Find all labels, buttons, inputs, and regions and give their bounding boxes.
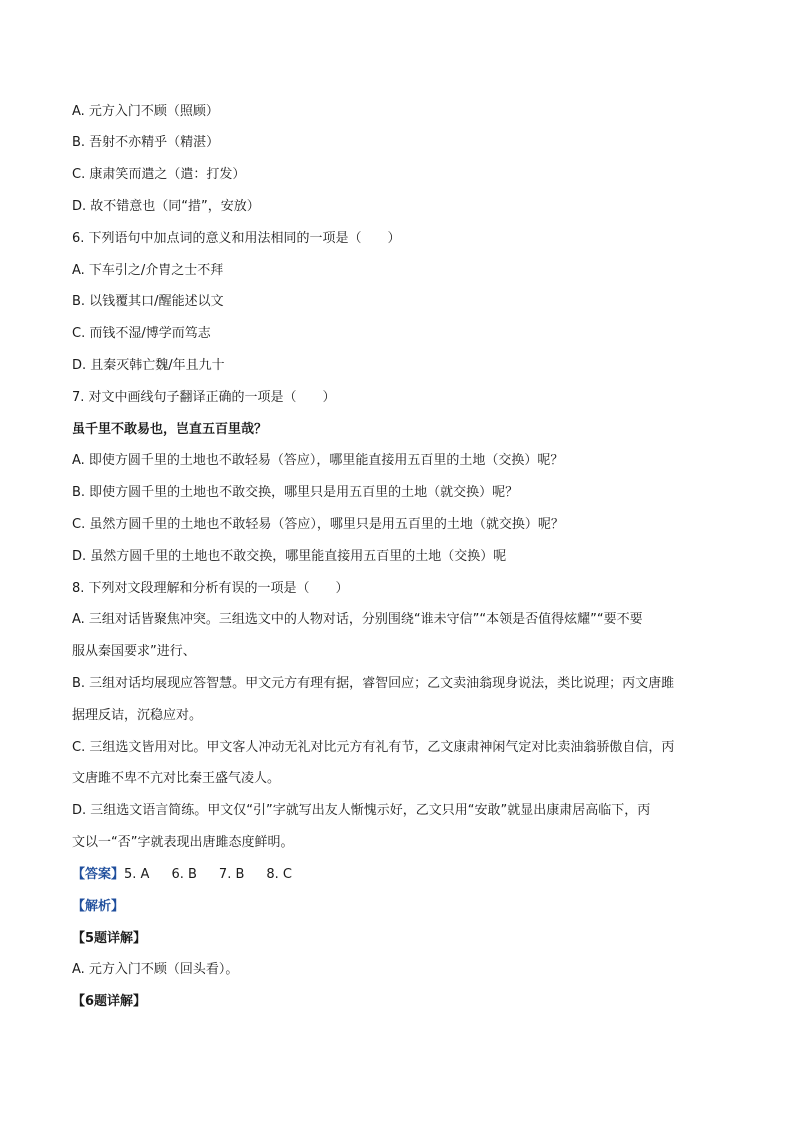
q7-option-c: C. 虽然方圆千里的土地也不敢轻易（答应），哪里只是用五百里的土地（就交换）呢？ (72, 517, 564, 532)
q5-detail-text: A. 元方入门不顾（回头看）。 (72, 962, 239, 977)
q7-stem: 7. 对文中画线句子翻译正确的一项是（ ） (72, 390, 336, 405)
q5-option-d: D. 故不错意也（同“措”，安放） (72, 199, 260, 214)
q8-option-d-line1: D. 三组选文语言简练。甲文仅“引”字就写出友人惭愧示好，乙文只用“安敢”就显出康肃居高临下，丙 (72, 803, 651, 818)
q8-option-b-line2: 据理反诘，沉稳应对。 (72, 708, 203, 723)
answer-q6: 6. B (171, 867, 197, 882)
q8-option-c-line2: 文唐雎不卑不亢对比秦王盛气凌人。 (72, 771, 281, 786)
analysis-title: 【解析】 (72, 899, 125, 914)
q7-option-b: B. 即使方圆千里的土地也不敢交换，哪里只是用五百里的土地（就交换）呢？ (72, 485, 519, 500)
q8-option-a-line1: A. 三组对话皆聚焦冲突。三组选文中的人物对话，分别围绕“谁未守信”“本领是否值得炫耀”“要不要 (72, 612, 643, 627)
q6-option-a: A. 下车引之/介胄之士不拜 (72, 263, 224, 278)
answer-line (72, 865, 724, 885)
q6-stem: 6. 下列语句中加点词的意义和用法相同的一项是（ ） (72, 231, 401, 246)
answer-q5: 5. A (124, 867, 150, 882)
q6-option-c: C. 而钱不湿/博学而笃志 (72, 326, 211, 341)
q6-detail-title: 【6题详解】 (72, 994, 147, 1009)
q5-detail-title: 【5题详解】 (72, 931, 147, 946)
q7-option-d: D. 虽然方圆千里的土地也不敢交换，哪里能直接用五百里的土地（交换）呢 (72, 549, 507, 564)
answer-tag: 【答案】 (72, 867, 125, 882)
q5-option-a: A. 元方入门不顾（照顾） (72, 104, 219, 119)
answer-q7: 7. B (218, 867, 245, 882)
q5-option-c: C. 康肃笑而遣之（遣：打发） (72, 167, 246, 182)
q7-sentence: 虽千里不敢易也，岂直五百里哉？ (72, 422, 268, 437)
q8-stem: 8. 下列对文段理解和分析有误的一项是（ ） (72, 581, 349, 596)
q6-option-b: B. 以钱覆其口/醒能述以文 (72, 294, 224, 309)
q6-option-d: D. 且秦灭韩亡魏/年且九十 (72, 358, 225, 373)
q8-option-b-line1: B. 三组对话均展现应答智慧。甲文元方有理有据，睿智回应；乙文卖油翁现身说法，类比说理；丙文唐雎 (72, 676, 675, 691)
q8-option-d-line2: 文以一“否”字就表现出唐雎态度鲜明。 (72, 835, 294, 850)
q8-option-c-line1: C. 三组选文皆用对比。甲文客人冲动无礼对比元方有礼有节，乙文康肃神闲气定对比卖油翁骄傲自信，丙 (72, 740, 675, 755)
q7-option-a: A. 即使方圆千里的土地也不敢轻易（答应），哪里能直接用五百里的土地（交换）呢？ (72, 453, 564, 468)
q8-option-a-line2: 服从秦国要求”进行、 (72, 644, 196, 659)
q5-option-b: B. 吾射不亦精乎（精湛） (72, 135, 220, 150)
answer-q8: 8. C (266, 867, 293, 882)
